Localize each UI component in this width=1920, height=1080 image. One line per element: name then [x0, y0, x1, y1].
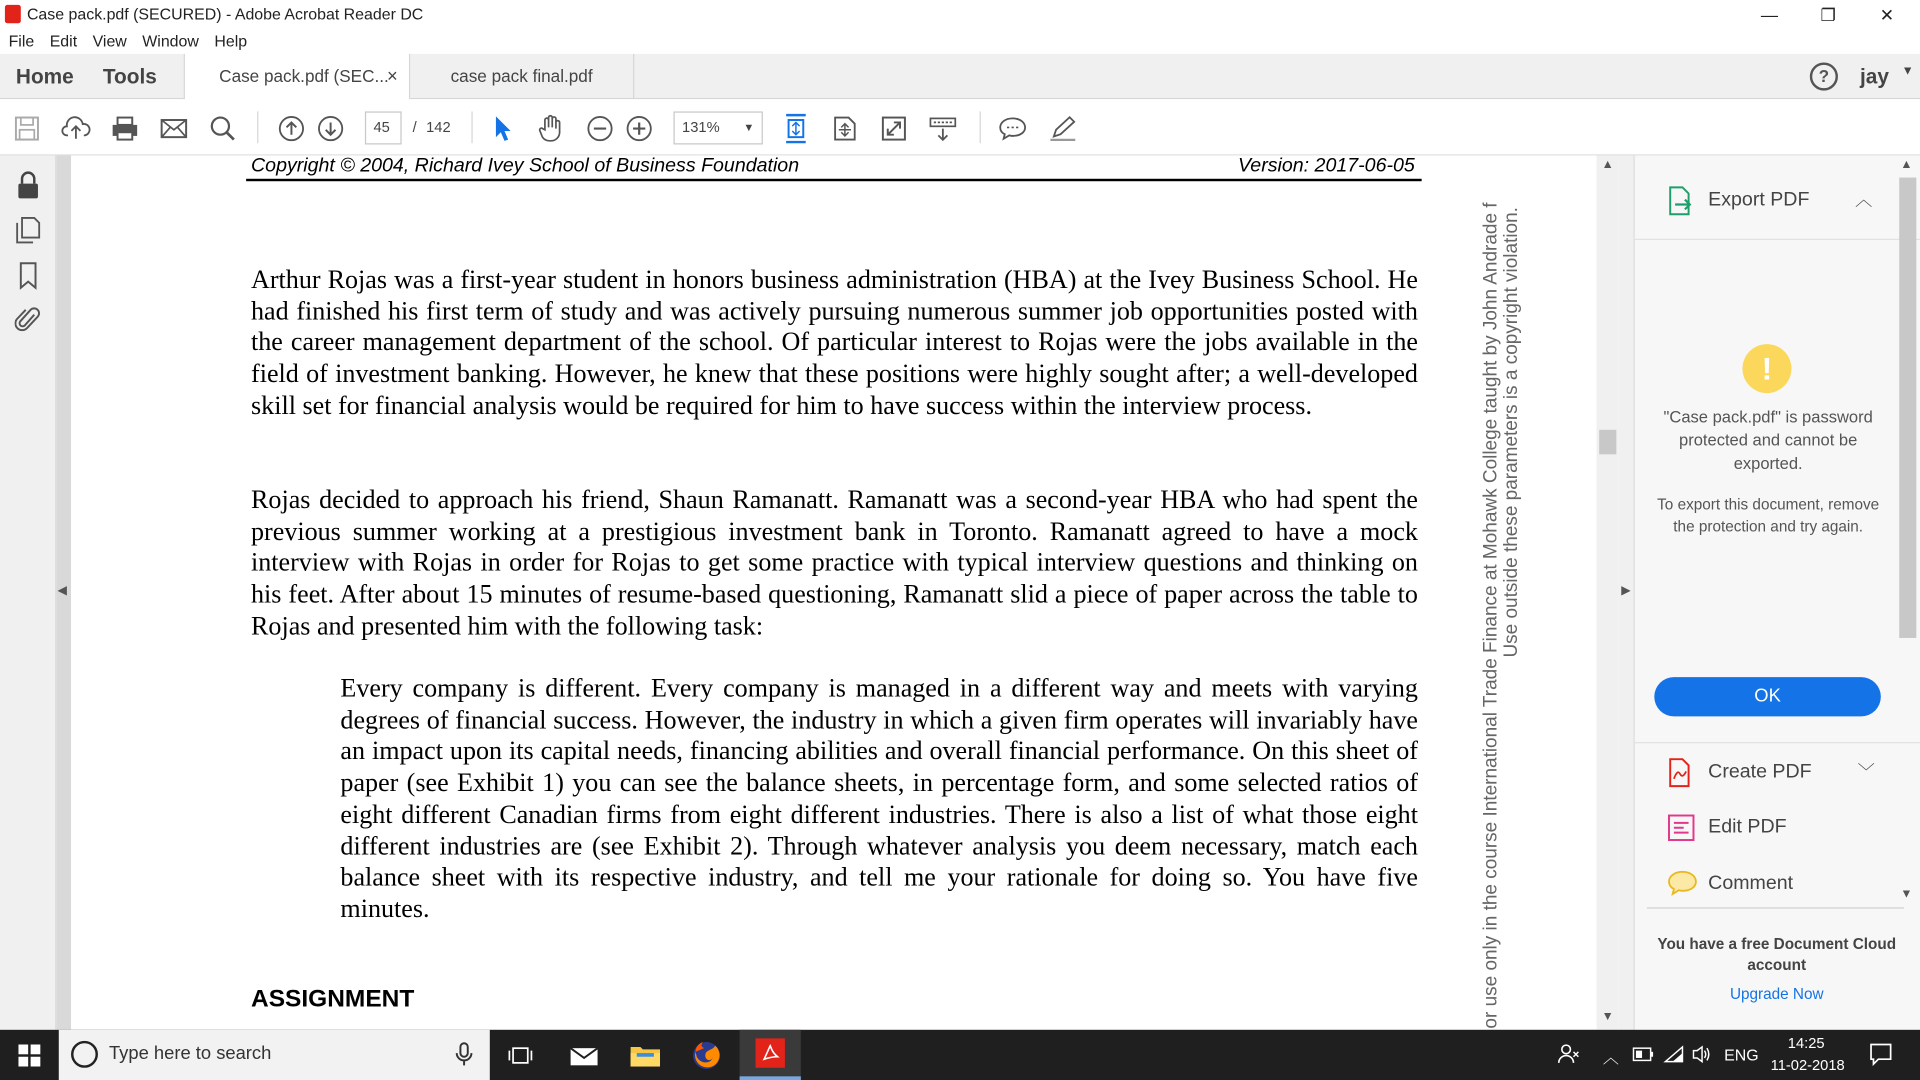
- file-explorer-icon[interactable]: [615, 1030, 676, 1080]
- scroll-mode-icon[interactable]: [830, 114, 859, 143]
- export-pdf-title[interactable]: Export PDF: [1708, 189, 1810, 211]
- tab-tools[interactable]: Tools: [102, 64, 157, 89]
- action-center-icon[interactable]: [1869, 1042, 1893, 1070]
- full-screen-icon[interactable]: [879, 114, 908, 143]
- page-thumbnails-icon[interactable]: [13, 214, 42, 243]
- comment-tool-icon: [1667, 868, 1699, 904]
- header-rule: [246, 179, 1422, 181]
- create-pdf-label[interactable]: Create PDF: [1708, 761, 1812, 783]
- highlight-pen-icon[interactable]: [1048, 114, 1077, 143]
- mail-app-icon[interactable]: [553, 1030, 614, 1080]
- tab-case-pack[interactable]: [184, 54, 411, 101]
- cortana-circle-icon: [71, 1041, 98, 1068]
- zoom-level-select[interactable]: [673, 111, 762, 144]
- task-view-icon[interactable]: [490, 1030, 551, 1080]
- zoom-in-icon[interactable]: [624, 114, 653, 143]
- volume-icon[interactable]: [1691, 1044, 1713, 1067]
- collapse-left-pane-icon[interactable]: ◀: [57, 584, 67, 598]
- firefox-icon[interactable]: [676, 1030, 737, 1080]
- page-total: 142: [426, 118, 451, 136]
- right-pane-toggle[interactable]: [1619, 156, 1634, 1030]
- warning-icon: !: [1742, 344, 1791, 393]
- tab-case-pack-label: Case pack.pdf (SEC...: [219, 66, 389, 86]
- language-indicator[interactable]: ENG: [1724, 1045, 1759, 1065]
- edit-pdf-icon: [1667, 812, 1696, 850]
- minimize-button[interactable]: —: [1760, 4, 1778, 25]
- print-icon[interactable]: [110, 114, 139, 143]
- title-bar: [0, 0, 1920, 29]
- clock-time[interactable]: 14:25: [1787, 1034, 1825, 1052]
- zoom-out-icon[interactable]: [585, 114, 614, 143]
- pane-scrollbar-thumb[interactable]: [1899, 178, 1916, 638]
- close-window-button[interactable]: ✕: [1879, 4, 1895, 24]
- toolbar: [0, 99, 1920, 155]
- bookmark-icon[interactable]: [13, 261, 42, 290]
- upload-cloud-icon[interactable]: [61, 114, 90, 143]
- battery-icon[interactable]: [1632, 1047, 1654, 1065]
- comment-icon[interactable]: [998, 114, 1027, 143]
- windows-taskbar: [0, 1030, 1920, 1080]
- save-icon[interactable]: [12, 114, 41, 143]
- email-icon[interactable]: [159, 114, 188, 143]
- paragraph-1: Arthur Rojas was a first-year student in honors business administration (HBA) at the Ivey Business School. He had finished his first term of study and was actively pursuing numerous summer job opportunities posted with the career management department of the school. Of particular interest to Rojas were the jobs available in the field of investment banking. However, he knew that these positions were highly sought after; a well-developed skill set for financial analysis would be required for him to have success within the interview process.: [251, 264, 1418, 420]
- restore-button[interactable]: ❐: [1820, 4, 1836, 24]
- scrollbar-thumb[interactable]: [1599, 430, 1616, 454]
- people-icon[interactable]: [1558, 1042, 1580, 1068]
- windows-start-icon[interactable]: [0, 1030, 59, 1080]
- password-warning-text: "Case pack.pdf" is password protected and cannot be exported.: [1663, 407, 1873, 473]
- export-pdf-icon: [1667, 185, 1694, 223]
- scroll-down-icon[interactable]: ▼: [1601, 1010, 1614, 1024]
- hand-tool-icon[interactable]: [536, 114, 565, 143]
- show-hidden-icons-chevron[interactable]: ︿: [1602, 1048, 1619, 1067]
- tab-close-icon[interactable]: ×: [386, 66, 398, 87]
- right-pane-scrollbar[interactable]: [1897, 157, 1919, 1005]
- page-number-input[interactable]: 45: [365, 111, 402, 144]
- scroll-up-icon[interactable]: ▲: [1601, 157, 1614, 172]
- menu-bar: [0, 29, 1920, 53]
- page-header-copyright: Copyright © 2004, Richard Ivey School of Business Foundation: [251, 155, 800, 177]
- document-scrollbar[interactable]: [1597, 156, 1619, 1030]
- attachment-icon[interactable]: [13, 305, 42, 334]
- fit-page-icon[interactable]: [781, 114, 810, 143]
- window-title: Case pack.pdf (SECURED) - Adobe Acrobat Reader DC: [26, 4, 424, 24]
- acrobat-app-icon: [5, 5, 21, 23]
- user-name[interactable]: jay: [1860, 64, 1889, 89]
- document-cloud-text: You have a free Document Cloud account: [1657, 935, 1897, 974]
- tools-right-pane: [1633, 156, 1920, 1030]
- create-pdf-chevron-icon[interactable]: ﹀: [1857, 761, 1875, 782]
- comment-label[interactable]: Comment: [1708, 873, 1794, 894]
- zoom-chevron-icon: ▼: [743, 121, 755, 134]
- lock-icon[interactable]: [13, 170, 42, 199]
- menu-file[interactable]: File: [8, 31, 35, 51]
- menu-edit[interactable]: Edit: [49, 31, 78, 51]
- ok-button[interactable]: OK: [1654, 677, 1881, 716]
- pane-scroll-down-icon[interactable]: ▼: [1900, 887, 1913, 902]
- assignment-heading: ASSIGNMENT: [251, 985, 415, 1013]
- user-chevron-icon[interactable]: ▼: [1901, 64, 1914, 79]
- acrobat-taskbar-icon[interactable]: [740, 1030, 801, 1080]
- previous-page-icon[interactable]: [277, 114, 306, 143]
- taskbar-search-box[interactable]: [59, 1030, 490, 1080]
- menu-help[interactable]: Help: [214, 31, 248, 51]
- select-cursor-icon[interactable]: [487, 114, 516, 143]
- page-header-version: Version: 2017-06-05: [1237, 155, 1415, 177]
- clock-date[interactable]: 11-02-2018: [1770, 1056, 1845, 1074]
- help-icon[interactable]: ?: [1810, 62, 1838, 90]
- create-pdf-icon: [1667, 757, 1694, 795]
- page-separator: /: [412, 118, 417, 136]
- menu-view[interactable]: View: [92, 31, 127, 51]
- tab-case-pack-final[interactable]: [416, 54, 634, 99]
- menu-window[interactable]: Window: [142, 31, 199, 51]
- tab-bar: [0, 54, 1920, 99]
- quoted-task: Every company is different. Every company is managed in a different way and meets with varying degrees of financial success. However, the industry in which a given firm operates will invariably have an impact upon its capital needs, financing abilities and overall financial performance. On this sheet of paper (see Exhibit 1) you can see the balance sheets, in percentage form, and some selected ratios of eight different Canadian firms from eight different industries. There is also a list of what those eight different industries are (see Exhibit 2). Through whatever analysis you deem necessary, match each balance sheet with its respective industry, and tell me your rationale for doing so. You have five minutes.: [340, 673, 1418, 924]
- export-collapse-chevron-icon[interactable]: ︿: [1855, 189, 1873, 210]
- pane-scroll-up-icon[interactable]: ▲: [1900, 157, 1913, 172]
- expand-right-pane-icon[interactable]: ▶: [1621, 584, 1631, 598]
- edit-pdf-label[interactable]: Edit PDF: [1708, 816, 1787, 838]
- tab-home[interactable]: Home: [15, 64, 74, 89]
- wifi-icon[interactable]: [1663, 1044, 1685, 1067]
- paragraph-2: Rojas decided to approach his friend, Shaun Ramanatt. Ramanatt was a second-year HBA who had spent the previous summer working at a prestigious investment bank in Toronto. Ramanatt agreed to have a mock interview with Rojas in order for Rojas to get some practice with typical interview questions and thinking on his feet. After about 15 minutes of resume-based questioning, Ramanatt slid a piece of paper across the table to Rojas and presented him with the following task:: [251, 484, 1418, 641]
- taskbar-search-placeholder: Type here to search: [108, 1043, 272, 1065]
- export-hint-text: To export this document, remove the protection and try again.: [1657, 495, 1880, 536]
- zoom-level-value: 131%: [682, 118, 720, 136]
- watermark-line-1: or use only in the course International Trade Finance at Mohawk College taught by John Andrade f: [1480, 202, 1502, 1029]
- document-viewport[interactable]: [56, 156, 1596, 1030]
- read-mode-icon[interactable]: [928, 114, 957, 143]
- next-page-icon[interactable]: [316, 114, 345, 143]
- pdf-page: [71, 156, 1597, 1030]
- watermark-line-2: Use outside these parameters is a copyright violation.: [1501, 207, 1523, 658]
- microphone-icon[interactable]: [456, 1042, 473, 1071]
- tab-case-pack-final-label: case pack final.pdf: [450, 66, 593, 86]
- search-icon[interactable]: [208, 114, 237, 143]
- upgrade-now-link[interactable]: Upgrade Now: [1729, 985, 1824, 1003]
- left-navigation-rail: [0, 156, 56, 1030]
